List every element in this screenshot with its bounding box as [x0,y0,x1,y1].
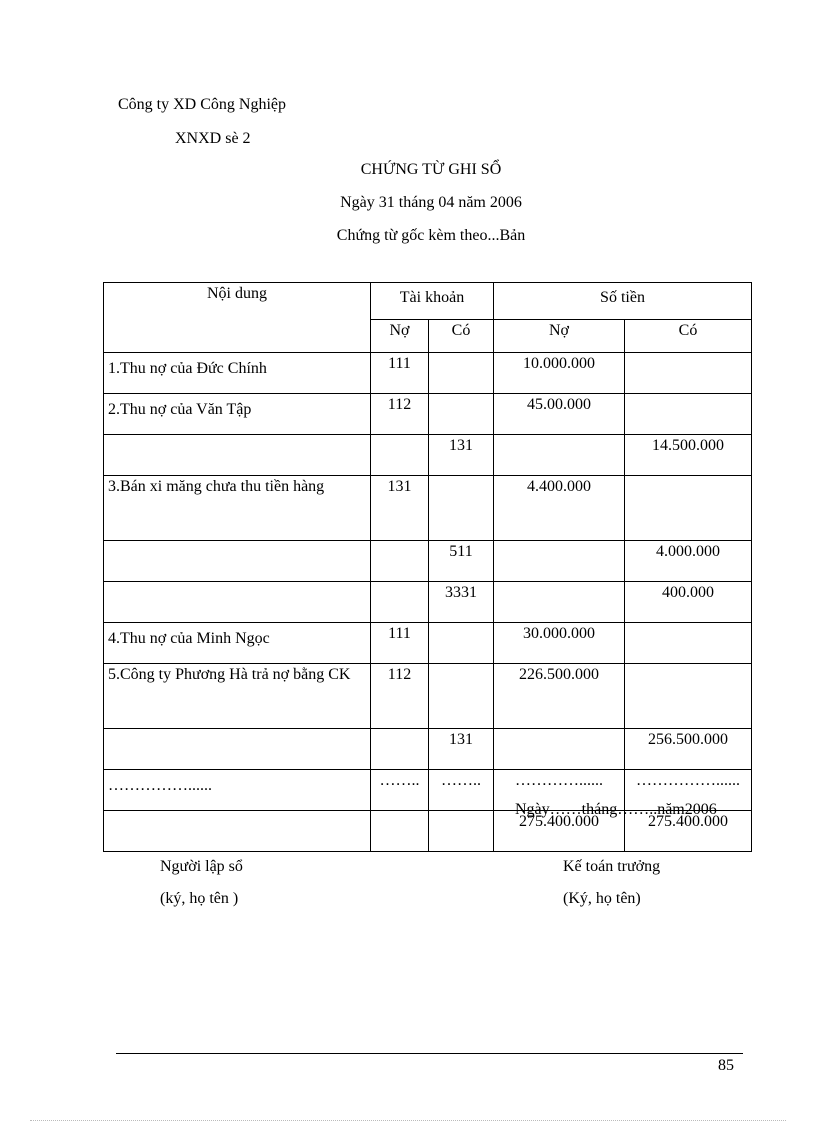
row-description [104,582,371,623]
row-amount-credit [625,664,752,729]
branch-name: XNXD sè 2 [175,130,251,147]
row-amount-debit: 226.500.000 [494,664,625,729]
row-account-credit [429,394,494,435]
row-account-credit [429,353,494,394]
row-description [104,435,371,476]
table-row [104,394,752,435]
table-row [104,582,752,623]
row-amount-credit: 14.500.000 [625,435,752,476]
footer-divider [116,1053,743,1054]
preparer-title: Người lập sổ [160,858,243,875]
ledger-table [103,282,752,852]
row-account-debit [371,811,429,852]
row-account-credit: 131 [429,435,494,476]
row-amount-debit: 275.400.000 [494,811,625,852]
row-amount-credit: ……………...... [625,770,752,811]
table-row [104,623,752,664]
row-amount-debit [494,729,625,770]
row-amount-debit: 45.00.000 [494,394,625,435]
header-account-credit: Có [429,320,494,353]
row-description [104,811,371,852]
row-amount-debit [494,582,625,623]
row-account-credit [429,811,494,852]
row-description [104,729,371,770]
row-account-debit: 112 [371,394,429,435]
row-account-debit: 111 [371,353,429,394]
table-row [104,476,752,541]
header-account-debit: Nợ [371,320,429,353]
row-account-credit: …….. [429,770,494,811]
row-amount-credit: 4.000.000 [625,541,752,582]
row-account-credit: 131 [429,729,494,770]
row-description: ……………...... [104,770,371,811]
row-account-debit [371,435,429,476]
row-amount-credit: 400.000 [625,582,752,623]
row-amount-credit: 275.400.000 [625,811,752,852]
row-account-debit: 112 [371,664,429,729]
table-row [104,435,752,476]
accountant-signature-note: (Ký, họ tên) [563,890,641,907]
row-account-credit [429,664,494,729]
table-row [104,353,752,394]
row-description: 2.Thu nợ của Văn Tập [104,394,371,435]
ledger-body [104,353,752,852]
row-description: 1.Thu nợ của Đức Chính [104,353,371,394]
table-row [104,664,752,729]
row-account-debit [371,582,429,623]
header-amount: Số tiền [494,283,752,320]
company-name: Công ty XD Công Nghiệp [118,96,286,113]
page-number: 85 [718,1057,734,1074]
row-description: 4.Thu nợ của Minh Ngọc [104,623,371,664]
row-amount-debit: 4.400.000 [494,476,625,541]
row-description: 3.Bán xi măng chưa thu tiền hàng [104,476,371,541]
row-amount-credit [625,476,752,541]
document-title: CHỨNG TỪ GHI SỔ [360,161,502,178]
row-amount-credit: 256.500.000 [625,729,752,770]
accountant-title: Kế toán trưởng [563,858,661,875]
row-amount-debit [494,541,625,582]
table-row [104,729,752,770]
row-description [104,541,371,582]
row-amount-debit: …………...... [494,770,625,811]
row-account-credit [429,476,494,541]
document-date: Ngày 31 tháng 04 năm 2006 [340,194,522,211]
row-account-credit: 511 [429,541,494,582]
row-amount-credit [625,353,752,394]
header-account: Tài khoản [371,283,494,320]
row-amount-credit [625,623,752,664]
row-account-debit [371,541,429,582]
row-amount-debit [494,435,625,476]
table-row [104,541,752,582]
attachment-note: Chứng từ gốc kèm theo...Bản [336,227,526,244]
header-content: Nội dung [104,283,371,353]
row-amount-debit: 30.000.000 [494,623,625,664]
row-account-debit [371,729,429,770]
bottom-dotted-rule [30,1120,786,1121]
row-description: 5.Công ty Phương Hà trả nợ bằng CK [104,664,371,729]
header-amount-debit: Nợ [494,320,625,353]
row-account-credit: 3331 [429,582,494,623]
place-date: Ngày……tháng……..năm2006 [515,801,717,818]
row-account-debit: 111 [371,623,429,664]
row-account-credit [429,623,494,664]
row-account-debit: …….. [371,770,429,811]
row-account-debit: 131 [371,476,429,541]
row-amount-debit: 10.000.000 [494,353,625,394]
header-amount-credit: Có [625,320,752,353]
preparer-signature-note: (ký, họ tên ) [160,890,239,907]
row-amount-credit [625,394,752,435]
